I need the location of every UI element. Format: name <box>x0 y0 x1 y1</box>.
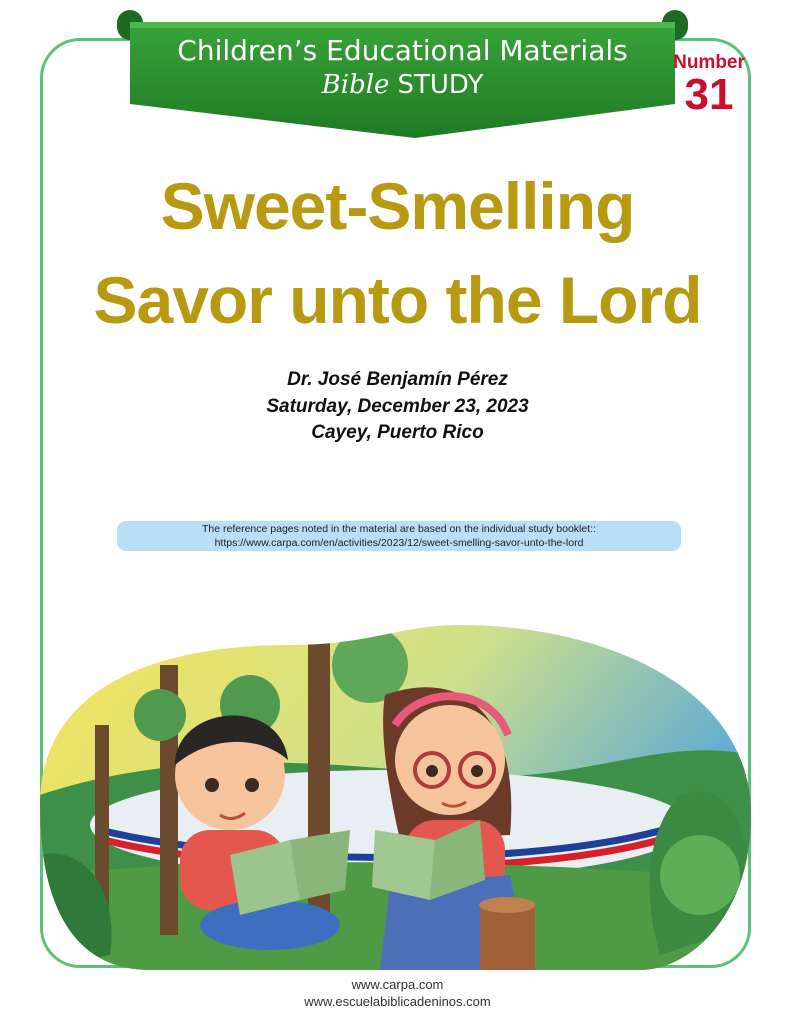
reference-note <box>117 521 681 551</box>
issue-number-label: Number <box>673 52 745 73</box>
author: Dr. José Benjamín Pérez <box>287 369 508 390</box>
reference-note-text: The reference pages noted in the material are based on the individual study booklet:: <box>201 523 596 535</box>
page-title-line1: Sweet-Smelling <box>160 169 635 243</box>
header-ribbon <box>115 8 690 140</box>
place: Cayey, Puerto Rico <box>311 422 484 443</box>
issue-number-value: 31 <box>684 70 734 119</box>
footer-website-2[interactable]: www.escuelabiblicadeninos.com <box>304 994 491 1009</box>
banner-study-word: STUDY <box>397 70 484 100</box>
children-reading-bible-illustration <box>40 625 751 970</box>
date: Saturday, December 23, 2023 <box>266 396 529 417</box>
reference-note-link[interactable]: https://www.carpa.com/en/activities/2023/12/sweet-smelling-savor-unto-the-lord <box>214 537 584 549</box>
banner-subtitle <box>115 70 690 100</box>
banner-bible-word: Bible <box>321 70 390 100</box>
footer-website-1[interactable]: www.carpa.com <box>351 977 444 992</box>
banner-title: Children’s Educational Materials <box>177 34 628 67</box>
page-title-line2: Savor unto the Lord <box>93 263 702 337</box>
